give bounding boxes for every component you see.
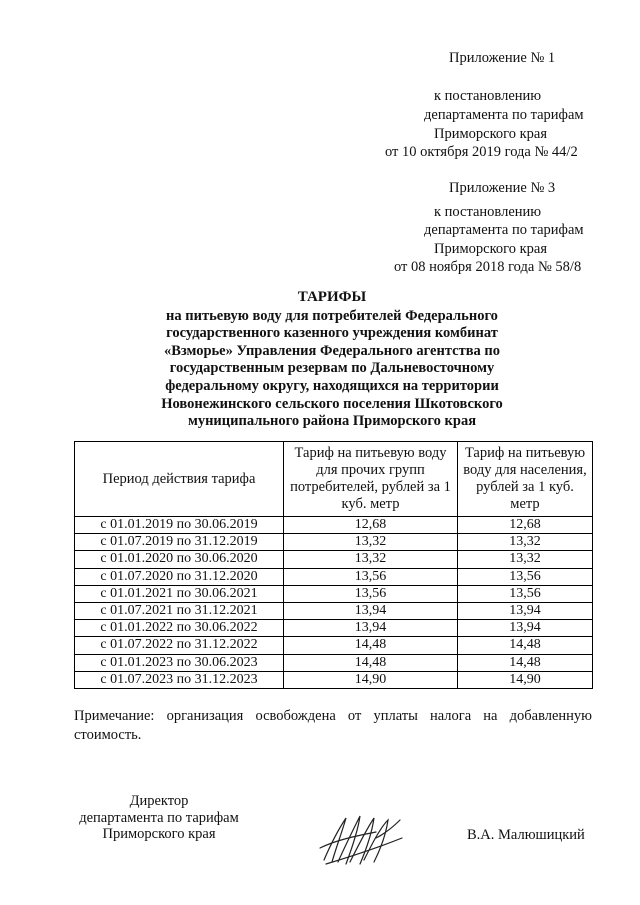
tariff-population-cell: 12,68 bbox=[458, 517, 593, 534]
title-line: муниципального района Приморского края bbox=[187, 413, 477, 430]
period-cell: с 01.07.2022 по 31.12.2022 bbox=[75, 637, 284, 654]
appendix-3-ref-line-2: департамента по тарифам bbox=[424, 222, 584, 238]
tariff-other-cell: 13,32 bbox=[284, 534, 458, 551]
appendix-1-title: Приложение № 1 bbox=[449, 50, 556, 66]
tariff-table bbox=[74, 441, 593, 689]
appendix-3-ref-line-4: от 08 ноября 2018 года № 58/8 bbox=[394, 259, 582, 275]
position-line-1: Директор bbox=[129, 793, 189, 809]
period-cell: с 01.07.2023 по 31.12.2023 bbox=[75, 671, 284, 688]
appendix-1-ref-line-1: к постановлению bbox=[434, 88, 542, 104]
document-title-block bbox=[130, 289, 534, 431]
tariff-population-cell: 13,32 bbox=[458, 534, 593, 551]
tariff-other-cell: 13,32 bbox=[284, 551, 458, 568]
tariff-population-cell: 13,56 bbox=[458, 568, 593, 585]
period-cell: с 01.01.2021 по 30.06.2021 bbox=[75, 585, 284, 602]
tariff-population-cell: 13,94 bbox=[458, 620, 593, 637]
period-cell: с 01.01.2019 по 30.06.2019 bbox=[75, 517, 284, 534]
table-row bbox=[75, 551, 593, 568]
tariff-other-cell: 13,94 bbox=[284, 620, 458, 637]
table-row bbox=[75, 602, 593, 619]
tariff-other-cell: 13,56 bbox=[284, 585, 458, 602]
appendix-3-ref-line-3: Приморского края bbox=[434, 241, 548, 257]
table-row bbox=[75, 517, 593, 534]
table-row bbox=[75, 654, 593, 671]
title-line: государственным резервам по Дальневосточному bbox=[169, 360, 495, 377]
table-row bbox=[75, 568, 593, 585]
period-cell: с 01.07.2019 по 31.12.2019 bbox=[75, 534, 284, 551]
header-period: Период действия тарифа bbox=[75, 442, 284, 517]
table-row bbox=[75, 620, 593, 637]
tariff-other-cell: 14,90 bbox=[284, 671, 458, 688]
period-cell: с 01.01.2022 по 30.06.2022 bbox=[75, 620, 284, 637]
table-body bbox=[75, 517, 593, 689]
document-heading: ТАРИФЫ bbox=[297, 289, 367, 305]
tariff-population-cell: 14,90 bbox=[458, 671, 593, 688]
table-row bbox=[75, 585, 593, 602]
appendix-1-ref-line-3: Приморского края bbox=[434, 126, 548, 142]
tariff-other-cell: 14,48 bbox=[284, 637, 458, 654]
tariff-population-cell: 14,48 bbox=[458, 637, 593, 654]
tariff-population-cell: 13,56 bbox=[458, 585, 593, 602]
header-tariff-other: Тариф на питьевую воду для прочих групп потребителей, рублей за 1 куб. метр bbox=[284, 442, 458, 517]
tariff-other-cell: 13,56 bbox=[284, 568, 458, 585]
appendix-1-ref-line-4: от 10 октября 2019 года № 44/2 bbox=[385, 144, 578, 160]
handwritten-signature bbox=[316, 808, 406, 870]
signatory-name: В.А. Малюшицкий bbox=[467, 827, 585, 843]
appendix-1-ref-line-2: департамента по тарифам bbox=[424, 107, 584, 123]
table-row bbox=[75, 637, 593, 654]
title-line: Новонежинского сельского поселения Шкотовского bbox=[161, 395, 503, 412]
title-line: государственного казенного учреждения комбинат bbox=[166, 325, 498, 342]
tariff-other-cell: 14,48 bbox=[284, 654, 458, 671]
table-row bbox=[75, 671, 593, 688]
note-text: Примечание: организация освобождена от уплаты налога на добавленную стоимость. bbox=[74, 708, 592, 743]
tariff-other-cell: 13,94 bbox=[284, 602, 458, 619]
appendix-3-title: Приложение № 3 bbox=[449, 180, 556, 196]
signatory-position bbox=[74, 793, 244, 843]
appendix-3-ref-line-1: к постановлению bbox=[434, 204, 542, 220]
header-tariff-population: Тариф на питьевую воду для населения, рублей за 1 куб. метр bbox=[458, 442, 593, 517]
position-line-3: Приморского края bbox=[102, 826, 216, 842]
period-cell: с 01.01.2020 по 30.06.2020 bbox=[75, 551, 284, 568]
tariff-population-cell: 13,94 bbox=[458, 602, 593, 619]
tariff-other-cell: 12,68 bbox=[284, 517, 458, 534]
table-header-row bbox=[75, 442, 593, 517]
title-line: федеральному округу, находящихся на территории bbox=[165, 377, 499, 394]
tariff-population-cell: 14,48 bbox=[458, 654, 593, 671]
title-line: на питьевую воду для потребителей Федерального bbox=[166, 307, 498, 324]
tariff-population-cell: 13,32 bbox=[458, 551, 593, 568]
position-line-2: департамента по тарифам bbox=[79, 809, 239, 826]
table-row bbox=[75, 534, 593, 551]
title-line: «Взморье» Управления Федерального агентства по bbox=[163, 342, 501, 359]
period-cell: с 01.07.2021 по 31.12.2021 bbox=[75, 602, 284, 619]
period-cell: с 01.07.2020 по 31.12.2020 bbox=[75, 568, 284, 585]
period-cell: с 01.01.2023 по 30.06.2023 bbox=[75, 654, 284, 671]
